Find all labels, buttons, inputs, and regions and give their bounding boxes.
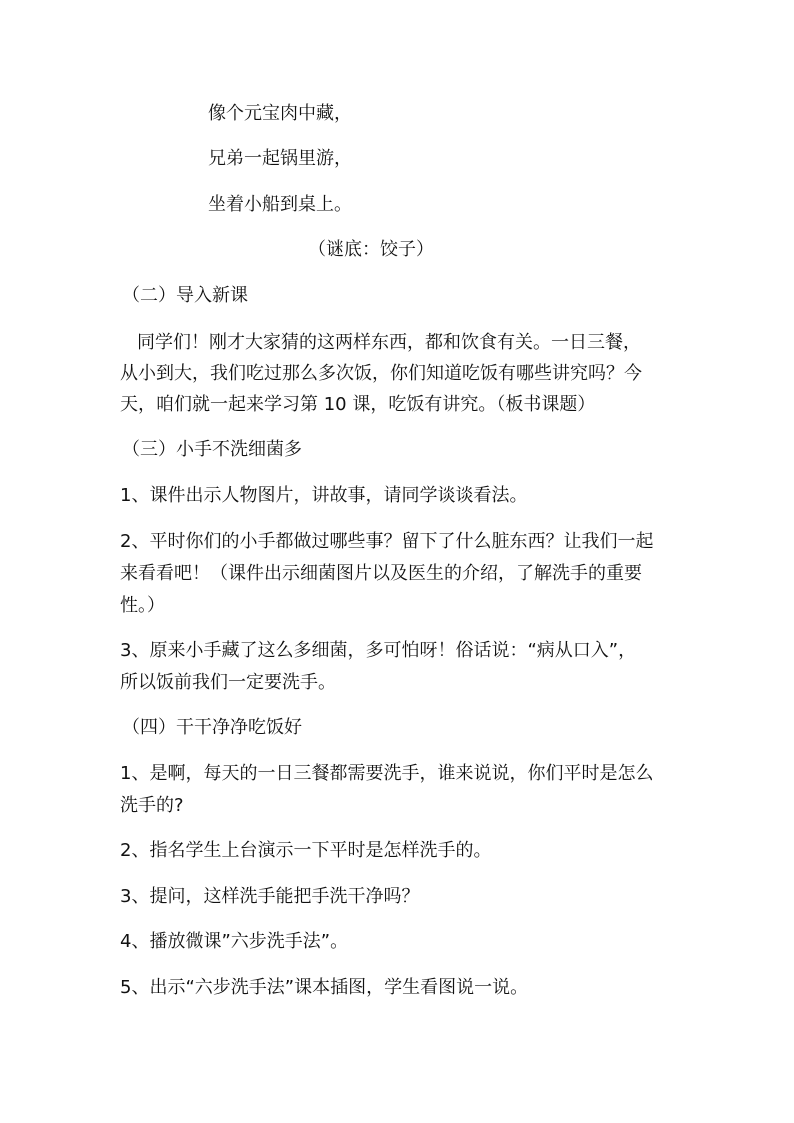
list-item-1: 1、课件出示人物图片，讲故事，请同学谈谈看法。 [120, 485, 528, 506]
section-heading-4: （四）干干净净吃饭好 [122, 717, 302, 738]
list-item-1-line-2: 洗手的? [120, 795, 184, 816]
list-item-2-line-1: 2、平时你们的小手都做过哪些事？留下了什么脏东西？让我们一起 [120, 531, 654, 552]
paragraph-line: 从小到大，我们吃过那么多次饭，你们知道吃饭有哪些讲究吗？今 [120, 363, 642, 384]
list-item-4: 4、播放微课”六步洗手法”。 [120, 931, 349, 952]
riddle-line-1: 像个元宝肉中藏， [208, 103, 352, 124]
list-item-3: 3、提问，这样洗手能把手洗干净吗？ [120, 886, 420, 907]
list-item-3-line-1: 3、原来小手藏了这么多细菌，多可怕呀！俗话说：“病从口入”， [120, 640, 637, 661]
list-item-2: 2、指名学生上台演示一下平时是怎样洗手的。 [120, 840, 492, 861]
riddle-line-3: 坐着小船到桌上。 [208, 194, 352, 215]
list-item-3-line-2: 所以饭前我们一定要洗手。 [120, 672, 336, 693]
list-item-1-line-1: 1、是啊，每天的一日三餐都需要洗手，谁来说说，你们平时是怎么 [120, 763, 654, 784]
list-item-2-line-2: 来看看吧！（课件出示细菌图片以及医生的介绍，了解洗手的重要 [120, 563, 642, 584]
paragraph-line: 天，咱们就一起来学习第 10 课，吃饭有讲究。（板书课题） [120, 394, 596, 415]
riddle-line-2: 兄弟一起锅里游， [208, 148, 352, 169]
list-item-2-line-3: 性。） [120, 595, 165, 616]
list-item-5: 5、出示“六步洗手法”课本插图，学生看图说一说。 [120, 977, 529, 998]
section-heading-3: （三）小手不洗细菌多 [122, 439, 302, 460]
section-heading-2: （二）导入新课 [122, 285, 248, 306]
riddle-answer: （谜底：饺子） [308, 239, 434, 260]
paragraph-line: 同学们！刚才大家猜的这两样东西，都和饮食有关。一日三餐， [137, 332, 641, 353]
